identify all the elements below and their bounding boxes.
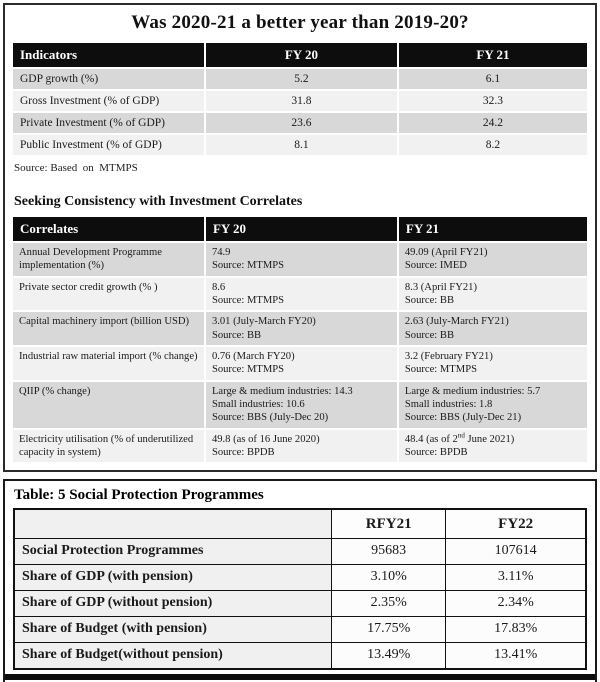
fy21-cell: 49.09 (April FY21) Source: IMED [399,243,587,276]
indicator-label: Public Investment (% of GDP) [13,135,204,155]
row-label: Share of Budget(without pension) [14,642,331,669]
row-label: Share of GDP (with pension) [14,564,331,590]
fy20-cell: 0.76 (March FY20) Source: MTMPS [206,347,397,380]
table-row [13,243,587,276]
fy21-value: 32.3 [399,91,587,111]
col-fy21: FY 21 [399,217,587,241]
fy20-cell: 49.8 (as of 16 June 2020) Source: BPDB [206,430,397,463]
rfy21-value: 2.35% [331,590,445,616]
rfy21-value: 95683 [331,538,445,564]
table-row [13,69,587,89]
correlate-label: Annual Development Programme implementation (%) [13,243,204,276]
table-row [13,113,587,133]
table-row [13,312,587,345]
indicators-table [11,41,589,157]
fy20-cell: 3.01 (July-March FY20) Source: BB [206,312,397,345]
col-indicators: Indicators [13,43,204,67]
fy22-value: 13.41% [446,642,586,669]
table-row [14,590,586,616]
fy20-cell: 74.9 Source: MTMPS [206,243,397,276]
fy20-value: 31.8 [206,91,397,111]
table-row [14,616,586,642]
col-fy20: FY 20 [206,217,397,241]
correlate-label: Industrial raw material import (% change) [13,347,204,380]
fy20-cell: 8.6 Source: MTMPS [206,278,397,311]
fy20-value: 8.1 [206,135,397,155]
social-header-row [14,509,586,538]
correlates-table [11,215,589,464]
panel-investment-comparison [3,3,597,472]
indicator-label: Gross Investment (% of GDP) [13,91,204,111]
fy20-cell: Large & medium industries: 14.3 Small industries: 10.6 Source: BBS (July-Dec 20) [206,382,397,428]
indicator-label: Private Investment (% of GDP) [13,113,204,133]
table-row [14,564,586,590]
row-label: Social Protection Programmes [14,538,331,564]
fy21-value: 6.1 [399,69,587,89]
correlate-label: Electricity utilisation (% of underutilized capacity in system) [13,430,204,463]
rfy21-value: 3.10% [331,564,445,590]
table-row [13,430,587,463]
rfy21-value: 17.75% [331,616,445,642]
fy22-value: 2.34% [446,590,586,616]
table-row [14,538,586,564]
table-row [13,91,587,111]
table-row [13,382,587,428]
table-row [13,278,587,311]
table2-title: Seeking Consistency with Investment Correlates [14,194,303,209]
row-label: Share of GDP (without pension) [14,590,331,616]
fy22-value: 107614 [446,538,586,564]
blank-header-cell [14,509,331,538]
fy21-value: 24.2 [399,113,587,133]
fy22-value: 3.11% [446,564,586,590]
superscript-ordinal: nd [457,431,465,440]
row-label: Share of Budget (with pension) [14,616,331,642]
correlates-header-row [13,217,587,241]
fy21-value: 8.2 [399,135,587,155]
panel-social-protection [3,479,597,682]
correlate-label: Private sector credit growth (% ) [13,278,204,311]
correlate-label: Capital machinery import (billion USD) [13,312,204,345]
indicator-label: GDP growth (%) [13,69,204,89]
cropped-next-table-header-bar [5,674,595,680]
col-correlates: Correlates [13,217,204,241]
correlate-label: QIIP (% change) [13,382,204,428]
table-row [14,642,586,669]
table-row [13,135,587,155]
fy21-cell: 2.63 (July-March FY21) Source: BB [399,312,587,345]
fy21-cell: Large & medium industries: 5.7 Small industries: 1.8 Source: BBS (July-Dec 21) [399,382,587,428]
col-rfy21: RFY21 [331,509,445,538]
col-fy22: FY22 [446,509,586,538]
rfy21-value: 13.49% [331,642,445,669]
table1-source-note: Source: Based on MTMPS [14,162,138,174]
table-row [13,347,587,380]
fy20-value: 23.6 [206,113,397,133]
fy21-cell: 3.2 (February FY21) Source: MTMPS [399,347,587,380]
fy21-cell: 48.4 (as of 2nd June 2021) Source: BPDB [399,430,587,463]
fy21-cell: 8.3 (April FY21) Source: BB [399,278,587,311]
social-protection-table [13,508,587,670]
table1-title: Was 2020-21 a better year than 2019-20? [131,12,469,33]
col-fy21: FY 21 [399,43,587,67]
fy22-value: 17.83% [446,616,586,642]
fy20-value: 5.2 [206,69,397,89]
indicators-header-row [13,43,587,67]
col-fy20: FY 20 [206,43,397,67]
table3-title: Table: 5 Social Protection Programmes [14,487,264,504]
